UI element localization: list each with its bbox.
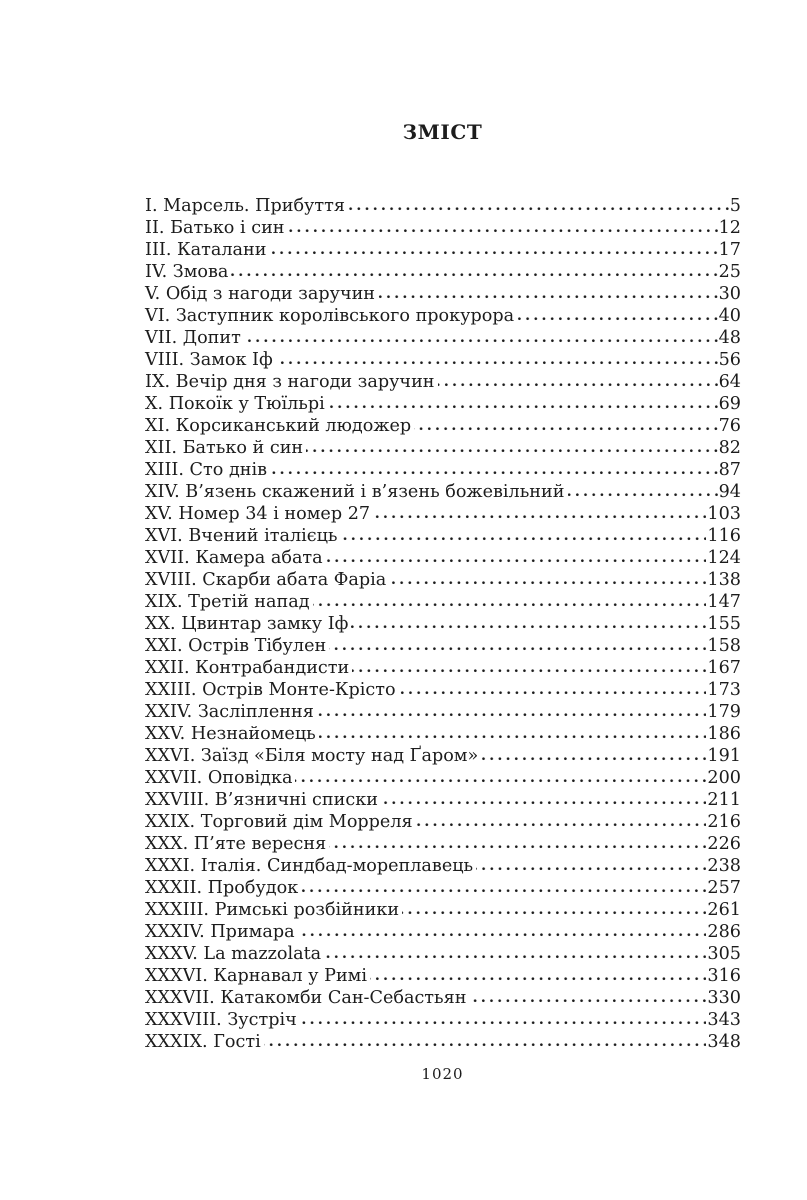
- toc-entry-page-number: 179: [707, 702, 741, 722]
- toc-entry-page-number: 191: [707, 746, 741, 766]
- dot-leader: [264, 1043, 707, 1047]
- toc-entry: [145, 701, 741, 723]
- toc-entry-page-number: 200: [707, 768, 741, 788]
- toc-entry-page-number: 257: [707, 878, 741, 898]
- dot-leader: [276, 361, 718, 365]
- dot-leader: [438, 383, 718, 387]
- toc-entry: [145, 613, 741, 635]
- toc-entry: [145, 327, 741, 349]
- toc-entry-label: XXIX. Торговий дім Морреля: [145, 812, 413, 832]
- dot-leader: [381, 801, 706, 805]
- dot-leader: [402, 911, 706, 915]
- dot-leader: [341, 537, 707, 541]
- dot-leader: [517, 317, 718, 321]
- toc-entry-label: XXV. Незнайомець: [145, 724, 316, 744]
- dot-leader: [288, 229, 718, 233]
- toc-entry: [145, 393, 741, 415]
- dot-leader: [389, 581, 706, 585]
- dot-leader: [270, 471, 718, 475]
- toc-entry: [145, 1031, 741, 1053]
- toc-entry: [145, 987, 741, 1009]
- dot-leader: [298, 933, 707, 937]
- dot-leader: [319, 735, 707, 739]
- toc-entry-label: XIII. Сто днів: [145, 460, 268, 480]
- toc-entry: [145, 503, 741, 525]
- toc-entry-label: XXIV. Засліплення: [145, 702, 314, 722]
- toc-entry: [145, 239, 741, 261]
- toc-entry: [145, 767, 741, 789]
- dot-leader: [244, 339, 718, 343]
- dot-leader: [373, 515, 706, 519]
- toc-entry-page-number: 87: [718, 460, 741, 480]
- dot-leader: [269, 251, 717, 255]
- toc-entry: [145, 855, 741, 877]
- toc-entry-label: IV. Змова: [145, 262, 229, 282]
- toc-entry-page-number: 69: [718, 394, 741, 414]
- toc-entry-page-number: 261: [707, 900, 741, 920]
- toc-entry-page-number: 158: [707, 636, 741, 656]
- toc-entry-label: III. Каталани: [145, 240, 267, 260]
- toc-entry: [145, 525, 741, 547]
- dot-leader: [469, 999, 706, 1003]
- toc-entry-label: XIV. В’язень скажений і в’язень божевільний: [145, 482, 565, 502]
- toc-entry-page-number: 82: [718, 438, 741, 458]
- toc-entry-page-number: 64: [718, 372, 741, 392]
- toc-entry-page-number: 211: [707, 790, 741, 810]
- toc-entry-page-number: 116: [707, 526, 741, 546]
- toc-entry-label: II. Батько і син: [145, 218, 285, 238]
- dot-leader: [328, 405, 718, 409]
- toc-entry: [145, 635, 741, 657]
- toc-entry-label: XXIII. Острів Монте-Крісто: [145, 680, 396, 700]
- toc-entry-label: XXXV. La mazzolata: [145, 944, 322, 964]
- toc-entry-page-number: 25: [718, 262, 741, 282]
- toc-entry: [145, 217, 741, 239]
- toc-entry-page-number: 40: [718, 306, 741, 326]
- toc-entry-page-number: 56: [718, 350, 741, 370]
- toc-entry: [145, 745, 741, 767]
- toc-entry-label: XVIII. Скарби абата Фаріа: [145, 570, 387, 590]
- toc-entry-page-number: 343: [707, 1010, 741, 1030]
- toc-entry: [145, 679, 741, 701]
- toc-entry-label: XXVII. Оповідка: [145, 768, 293, 788]
- toc-entry-page-number: 147: [707, 592, 741, 612]
- toc-entry-label: XX. Цвинтар замку Іф: [145, 614, 349, 634]
- toc-entry-page-number: 348: [707, 1032, 741, 1052]
- dot-leader: [568, 493, 718, 497]
- page-title: ЗМІСТ: [402, 120, 483, 144]
- toc-entry: [145, 261, 741, 283]
- dot-leader: [329, 647, 706, 651]
- toc-entry-page-number: 12: [718, 218, 741, 238]
- toc-entry: [145, 481, 741, 503]
- toc-entry: [145, 789, 741, 811]
- toc-entry-label: XIX. Третій напад: [145, 592, 310, 612]
- dot-leader: [348, 207, 729, 211]
- toc-entry-page-number: 330: [707, 988, 741, 1008]
- toc-entry-page-number: 103: [707, 504, 741, 524]
- dot-leader: [399, 691, 707, 695]
- toc-entry: [145, 965, 741, 987]
- toc-entry: [145, 437, 741, 459]
- toc-entry: [145, 811, 741, 833]
- toc-entry-label: XXXIV. Примара: [145, 922, 295, 942]
- toc-entry-label: XXI. Острів Тібулен: [145, 636, 327, 656]
- toc-entry: [145, 195, 741, 217]
- toc-entry: [145, 305, 741, 327]
- toc-entry: [145, 569, 741, 591]
- toc-entry: [145, 657, 741, 679]
- toc-entry: [145, 833, 741, 855]
- dot-leader: [352, 669, 706, 673]
- toc-entry: [145, 371, 741, 393]
- toc-entry-label: XXXVII. Катакомби Сан-Себастьян: [145, 988, 467, 1008]
- dot-leader: [414, 427, 717, 431]
- toc-entry-label: XXII. Контрабандисти: [145, 658, 350, 678]
- toc-entry: [145, 899, 741, 921]
- toc-list: [145, 195, 741, 1053]
- toc-entry-page-number: 138: [707, 570, 741, 590]
- toc-entry-page-number: 167: [707, 658, 741, 678]
- toc-entry-page-number: 173: [707, 680, 741, 700]
- toc-entry: [145, 547, 741, 569]
- toc-entry: [145, 921, 741, 943]
- toc-entry-page-number: 305: [707, 944, 741, 964]
- dot-leader: [329, 845, 706, 849]
- toc-entry-label: XVII. Камера абата: [145, 548, 323, 568]
- toc-entry: [145, 723, 741, 745]
- toc-entry-label: XI. Корсиканський людожер: [145, 416, 412, 436]
- toc-entry-page-number: 30: [718, 284, 741, 304]
- toc-entry-page-number: 94: [718, 482, 741, 502]
- toc-entry-label: XXXIX. Гості: [145, 1032, 261, 1052]
- toc-entry-page-number: 316: [707, 966, 741, 986]
- toc-entry: [145, 349, 741, 371]
- toc-entry-label: V. Обід з нагоди заручин: [145, 284, 376, 304]
- toc-entry: [145, 283, 741, 305]
- toc-entry: [145, 877, 741, 899]
- toc-entry-label: XXXI. Італія. Синдбад-мореплавець: [145, 856, 474, 876]
- toc-entry-label: X. Покоїк у Тюїльрі: [145, 394, 325, 414]
- toc-entry-page-number: 186: [707, 724, 741, 744]
- toc-entry-page-number: 226: [707, 834, 741, 854]
- page-number-folio: 1020: [421, 1065, 464, 1083]
- toc-entry-label: XXXVIII. Зустріч: [145, 1010, 297, 1030]
- toc-entry-label: VI. Заступник королівського прокурора: [145, 306, 515, 326]
- toc-entry-page-number: 76: [718, 416, 741, 436]
- toc-entry-label: XXXVI. Карнавал у Римі: [145, 966, 367, 986]
- toc-entry: [145, 943, 741, 965]
- toc-entry-label: XXX. П’яте вересня: [145, 834, 327, 854]
- dot-leader: [326, 559, 707, 563]
- toc-entry-page-number: 155: [707, 614, 741, 634]
- dot-leader: [313, 603, 707, 607]
- toc-entry-label: VII. Допит: [145, 328, 241, 348]
- toc-entry-label: IX. Вечір дня з нагоди заручин: [145, 372, 435, 392]
- toc-entry: [145, 459, 741, 481]
- toc-entry-label: I. Марсель. Прибуття: [145, 196, 345, 216]
- dot-leader: [370, 977, 706, 981]
- toc-entry-page-number: 286: [707, 922, 741, 942]
- toc-entry-page-number: 238: [707, 856, 741, 876]
- dot-leader: [231, 273, 717, 277]
- toc-entry-label: XV. Номер 34 і номер 27: [145, 504, 371, 524]
- toc-entry: [145, 1009, 741, 1031]
- toc-entry-label: XII. Батько й син: [145, 438, 304, 458]
- dot-leader: [317, 713, 707, 717]
- toc-entry-page-number: 216: [707, 812, 741, 832]
- dot-leader: [306, 449, 717, 453]
- toc-entry: [145, 591, 741, 613]
- dot-leader: [301, 889, 706, 893]
- dot-leader: [416, 823, 707, 827]
- dot-leader: [351, 625, 706, 629]
- toc-entry-label: XXVIII. В’язничні списки: [145, 790, 378, 810]
- toc-entry-label: XXXIII. Римські розбійники: [145, 900, 400, 920]
- toc-entry-label: XVI. Вчений італієць: [145, 526, 338, 546]
- dot-leader: [378, 295, 718, 299]
- toc-entry-label: XXVI. Заїзд «Біля мосту над Ґаром»: [145, 746, 479, 766]
- dot-leader: [481, 757, 706, 761]
- toc-entry-page-number: 124: [707, 548, 741, 568]
- dot-leader: [324, 955, 706, 959]
- dot-leader: [476, 867, 706, 871]
- dot-leader: [295, 779, 706, 783]
- toc-entry-page-number: 5: [729, 196, 741, 216]
- toc-entry-label: XXXII. Пробудок: [145, 878, 299, 898]
- toc-entry-label: VIII. Замок Іф: [145, 350, 273, 370]
- toc-entry: [145, 415, 741, 437]
- dot-leader: [300, 1021, 707, 1025]
- toc-entry-page-number: 17: [718, 240, 741, 260]
- toc-entry-page-number: 48: [718, 328, 741, 348]
